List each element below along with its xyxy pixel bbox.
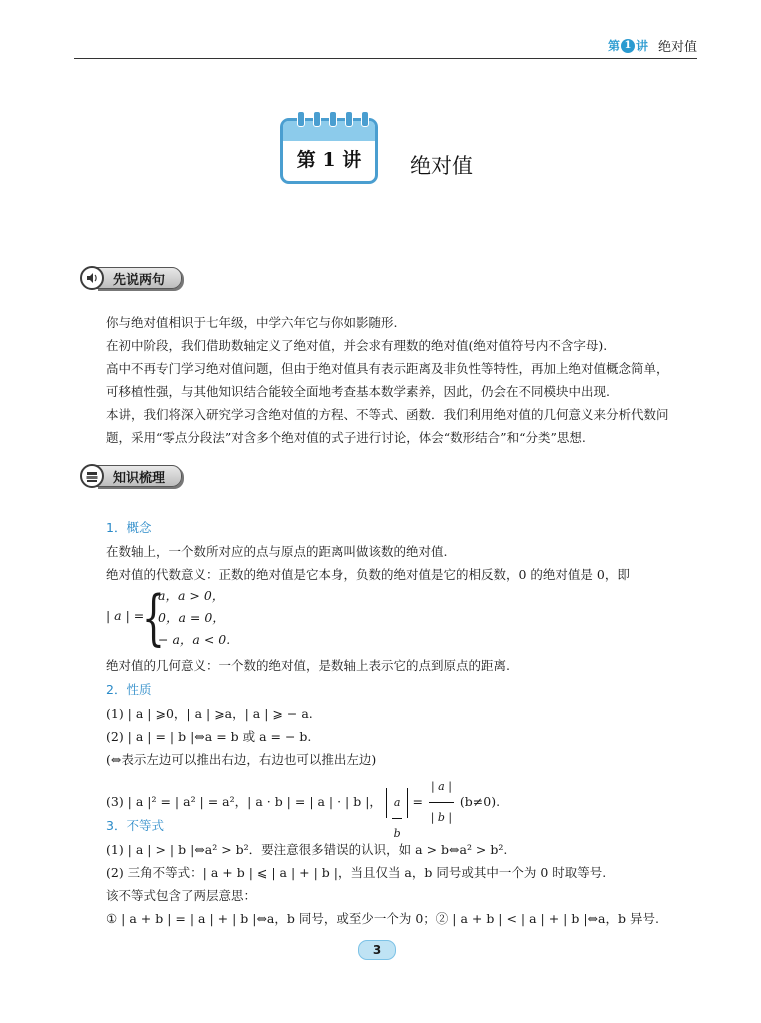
fraction-numerator: | a | — [429, 772, 454, 803]
text-line: 该不等式包含了两层意思： — [106, 888, 257, 903]
header-right — [608, 36, 697, 55]
text-line: 在数轴上，一个数所对应的点与原点的距离叫做该数的绝对值. — [106, 544, 448, 559]
section-label-text: 知识梳理 — [96, 465, 182, 487]
calendar-ring — [313, 111, 321, 127]
fraction-denominator: | b | — [430, 811, 453, 824]
page-number: 3 — [358, 940, 396, 960]
speaker-icon — [80, 266, 104, 290]
lecture-number-badge: 1 — [621, 39, 635, 53]
subsection-title: 2．性质 — [106, 682, 152, 697]
subsection-title: 1．概念 — [106, 520, 152, 535]
calendar-ring — [297, 111, 305, 127]
section-label-text: 先说两句 — [96, 267, 182, 289]
lecture-label: 第 1 讲 — [296, 149, 362, 171]
intro-paragraph: 高中不再专门学习绝对值问题，但由于绝对值具有表示距离及非负性等特性，再加上绝对值概念简单，可移植性强，与其他知识结合能较全面地考查基本数学素养，因此，仍会在不同模块中出现. — [106, 361, 669, 399]
piecewise-lhs: | a | = — [106, 608, 145, 623]
fraction — [429, 772, 454, 833]
intro-paragraph: 你与绝对值相识于七年级，中学六年它与你如影随形. — [106, 315, 398, 330]
section-label-knowledge — [80, 464, 182, 488]
text-line: (2) | a | = | b |⇔a = b 或 a = − b. — [106, 729, 312, 744]
calendar-ring — [329, 111, 337, 127]
text-line: 绝对值的几何意义：一个数的绝对值，是数轴上表示它的点到原点的距离. — [106, 658, 510, 673]
text-line: ① | a + b | = | a | + | b |⇔a，b 同号，或至少一个为 0；② | a + b | < | a | + | b |⇔a，b 异号. — [106, 911, 659, 926]
intro-paragraph: 在初中阶段，我们借助数轴定义了绝对值，并会求有理数的绝对值(绝对值符号内不含字母). — [106, 338, 608, 353]
text-line: 绝对值的代数意义：正数的绝对值是它本身，负数的绝对值是它的相反数，0 的绝对值是 0，即 — [106, 567, 630, 582]
text-line: (2) 三角不等式：| a + b | ⩽ | a | + | b |，当且仅当 a，b 同号或其中一个为 0 时取等号. — [106, 865, 607, 880]
piecewise-row: a，a > 0， — [158, 588, 225, 603]
calendar-ring — [345, 111, 353, 127]
text-line: (1) | a | ⩾0，| a | ⩾a，| a | ⩾ − a. — [106, 706, 313, 721]
condition-text: (b≠0). — [459, 794, 501, 809]
calendar-icon — [280, 118, 378, 184]
lecture-suffix: 讲 — [635, 39, 648, 53]
calendar-ring — [361, 111, 369, 127]
section-label-intro — [80, 266, 182, 290]
text-line: (⇔表示左边可以推出右边，右边也可以推出左边) — [106, 752, 377, 767]
intro-paragraph: 本讲，我们将深入研究学习含绝对值的方程、不等式、函数．我们利用绝对值的几何意义来分析代数问题，采用“零点分段法”对含多个绝对值的式子进行讨论，体会“数形结合”和“分类”思想. — [106, 407, 669, 445]
books-icon — [80, 464, 104, 488]
property-3-line — [106, 772, 501, 840]
piecewise-row: − a，a < 0. — [158, 632, 231, 647]
fraction-numerator: a — [392, 788, 403, 819]
page-header — [74, 30, 697, 59]
fraction-denominator: b — [393, 826, 401, 840]
equals-sign: = — [412, 794, 423, 809]
subsection-title: 3．不等式 — [106, 818, 164, 833]
lecture-tag — [608, 37, 648, 54]
abs-fraction — [386, 788, 409, 840]
text-line: (1) | a | > | b |⇔a² > b²．要注意很多错误的认识，如 a > b⇔a² > b². — [106, 842, 508, 857]
page-title: 绝对值 — [410, 154, 473, 178]
calendar-top — [283, 121, 375, 141]
lecture-prefix: 第 — [607, 39, 620, 53]
piecewise-row: 0，a = 0， — [158, 610, 225, 625]
property-3-text: (3) | a |² = | a² | = a²，| a · b | = | a | · | b |， — [106, 794, 382, 809]
header-title: 绝对值 — [657, 40, 697, 55]
brace-symbol: { — [142, 583, 165, 653]
piecewise-definition — [106, 583, 406, 653]
